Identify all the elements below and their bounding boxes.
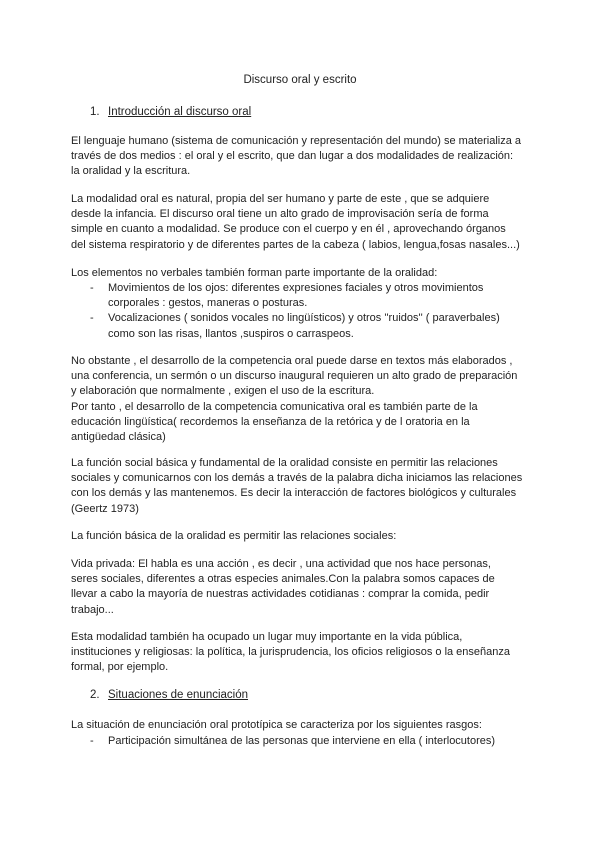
text-line: seres sociales, diferentes a otras especies animales.Con la palabra somos capaces de: [71, 573, 495, 586]
text-line: Participación simultánea de las personas que interviene en ella ( interlocutores): [108, 735, 496, 747]
paragraph: [71, 456, 541, 517]
text-line: corporales : gestos, maneras o posturas.: [108, 297, 308, 310]
paragraph: [71, 266, 541, 281]
text-line: Vida privada: El habla es una acción , es decir , una actividad que nos hace personas,: [71, 558, 491, 570]
text-line: La modalidad oral es natural, propia del ser humano y parte de este , que se adquiere: [71, 193, 490, 205]
paragraph: [71, 630, 541, 676]
section-title: Situaciones de enunciación: [108, 689, 249, 701]
text-line: No obstante , el desarrollo de la competencia oral puede darse en textos más elaborados ,: [71, 355, 513, 367]
text-line: formal, por ejemplo.: [71, 661, 169, 674]
section-heading-1: [90, 106, 251, 118]
text-line: Vocalizaciones ( sonidos vocales no lingüísticos) y otros ''ruidos'' ( paraverbales): [108, 312, 500, 325]
paragraph: [71, 557, 541, 618]
text-line: La función social básica y fundamental de la oralidad consiste en permitir las relaciones: [71, 457, 498, 469]
text-line: Por tanto , el desarrollo de la competencia comunicativa oral es también parte de la: [71, 400, 478, 413]
text-line: una conferencia, un sermón o un discurso inaugural requieren un alto grado de preparación: [71, 370, 518, 383]
list-item: [90, 311, 530, 341]
bullet-list: [90, 281, 530, 342]
paragraph: [71, 354, 541, 445]
paragraph: [71, 718, 541, 733]
text-line: como son las risas, llantos ,suspiros o carraspeos.: [108, 327, 354, 340]
text-line: instituciones y religiosas: la política, la jurisprudencia, los oficios religiosos o la enseñanza: [71, 646, 511, 659]
text-line: Los elementos no verbales también forman parte importante de la oralidad:: [71, 267, 438, 279]
text-line: Movimientos de los ojos: diferentes expresiones faciales y otros movimientos: [108, 282, 484, 294]
section-heading-2: [90, 689, 248, 701]
bullet-list: [90, 734, 530, 749]
text-line: (Geertz 1973): [71, 502, 139, 515]
text-line: Esta modalidad también ha ocupado un lugar muy importante en la vida pública,: [71, 631, 463, 643]
text-line: simple en cuanto a modalidad. Se produce con el cuerpo y en él , aprovechando órganos: [71, 223, 506, 236]
text-line: La función básica de la oralidad es permitir las relaciones sociales:: [71, 530, 397, 542]
page-title: Discurso oral y escrito: [243, 74, 357, 86]
section-number: 2.: [90, 689, 100, 701]
bullet-marker: -: [90, 282, 94, 294]
section-number: 1.: [90, 106, 100, 118]
list-item: [90, 281, 530, 311]
bullet-marker: -: [90, 735, 94, 747]
text-line: antigüedad clásica): [71, 431, 166, 444]
paragraph: [71, 529, 541, 544]
text-line: la oralidad y la escritura.: [71, 165, 191, 178]
list-item: [90, 734, 530, 749]
text-line: La situación de enunciación oral prototípica se caracteriza por los siguientes rasgos:: [71, 719, 482, 731]
text-line: con los demás y las mantenemos. Es decir la interacción de factores biológicos y culturales: [71, 487, 517, 500]
text-line: sociales y comunicarnos con los demás a través de la palabra dicha iniciamos las relaciones: [71, 472, 523, 485]
paragraph: [71, 192, 541, 253]
paragraph: [71, 134, 541, 180]
text-line: El lenguaje humano (sistema de comunicación y representación del mundo) se materializa a: [71, 135, 522, 147]
text-line: educación lingüística( recordemos la enseñanza de la retórica y de l oratoria en la: [71, 415, 470, 428]
text-line: través de dos medios : el oral y el escrito, que dan lugar a dos modalidades de realización:: [71, 150, 514, 163]
text-line: del sistema respiratorio y de diferentes partes de la cabeza ( labios, lengua,fosas nasales...): [71, 238, 520, 251]
text-line: y elaboración que normalmente , exigen el uso de la escritura.: [71, 385, 375, 398]
bullet-marker: -: [90, 312, 94, 325]
section-title: Introducción al discurso oral: [108, 106, 252, 118]
text-line: trabajo...: [71, 603, 114, 616]
text-line: desde la infancia. El discurso oral tiene un alto grado de improvisación sería de forma: [71, 208, 489, 221]
text-line: llevar a cabo la mayoría de nuestras actividades cotidianas : comprar la comida, pedir: [71, 588, 490, 601]
